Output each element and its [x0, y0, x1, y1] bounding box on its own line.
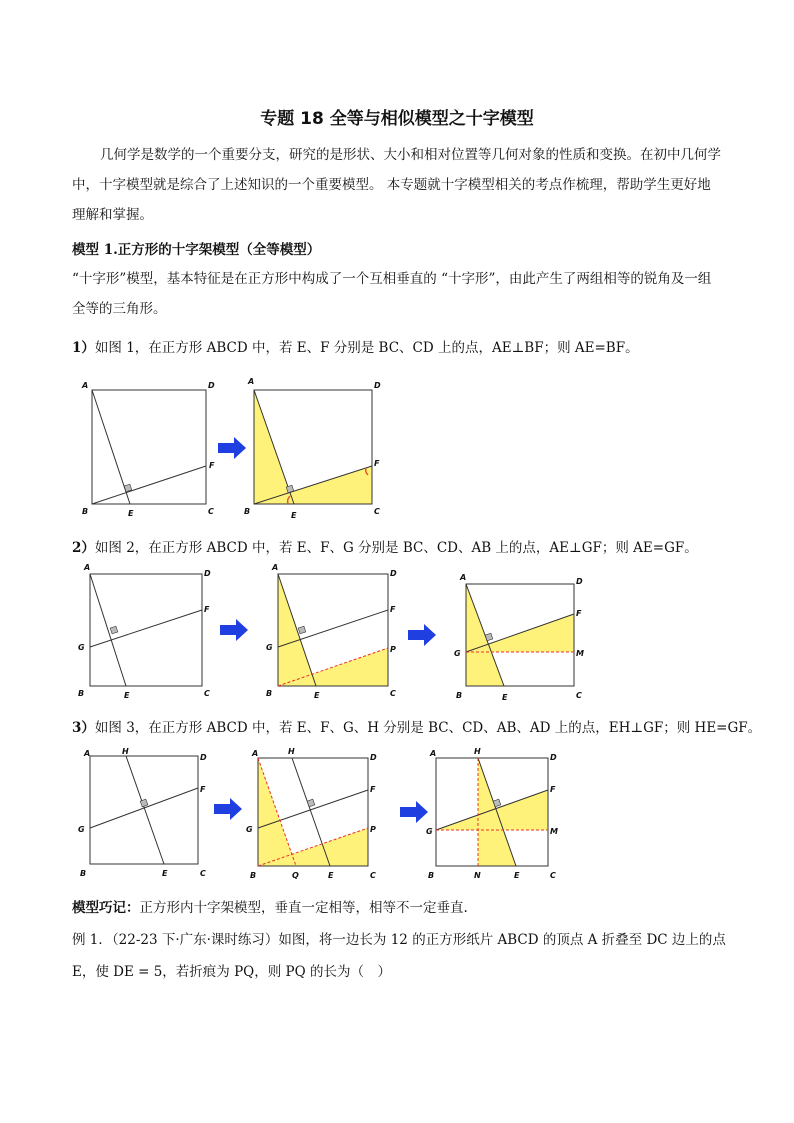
case2-text: 如图 2，在正方形 ABCD 中，若 E、F、G 分别是 BC、CD、AB 上的点，AE⊥GF；则 AE=GF。	[94, 540, 698, 556]
label-C: C	[208, 507, 214, 516]
label-E: E	[291, 511, 297, 520]
arrow-icon	[220, 619, 248, 641]
case2-statement	[72, 536, 732, 556]
intro-paragraph: 几何学是数学的一个重要分支，研究的是形状、大小和相对位置等几何对象的性质和变换。在初中几何学中，十字模型就是综合了上述知识的一个重要模型。 本专题就十字模型相关的考点作梳理，帮助学生更好地理解和掌握。	[72, 147, 721, 223]
label-M: M	[576, 649, 584, 658]
case2-number: 2）	[72, 540, 95, 556]
label-F: F	[390, 605, 396, 614]
fig1-shaded-square	[244, 377, 381, 520]
label-E: E	[162, 869, 168, 878]
label-C: C	[374, 507, 380, 516]
label-D: D	[204, 569, 211, 578]
figure-1	[78, 376, 398, 522]
label-A: A	[84, 749, 91, 758]
case1-number: 1）	[72, 340, 95, 356]
model1-heading: 模型 1.正方形的十字架模型（全等模型）	[72, 242, 321, 258]
label-H: H	[288, 747, 295, 756]
label-F: F	[200, 785, 206, 794]
label-G: G	[454, 649, 461, 658]
label-A: A	[82, 381, 89, 390]
label-N: N	[474, 871, 481, 880]
label-C: C	[576, 691, 582, 700]
label-C: C	[200, 869, 206, 878]
example1-line2: E，使 DE = 5，若折痕为 PQ，则 PQ 的长为（ ）	[72, 964, 391, 980]
page-title: 专题 18 全等与相似模型之十字模型	[260, 109, 534, 129]
label-B: B	[250, 871, 257, 880]
label-E: E	[328, 871, 334, 880]
label-A: A	[252, 749, 259, 758]
fig3-plain-square	[78, 747, 207, 878]
label-B: B	[80, 869, 87, 878]
label-H: H	[122, 747, 129, 756]
example1-question-start: （22-23 下·广东·课时练习）如图，将一边长为 12 的正方形纸片 ABCD 的顶点 A 折叠至 DC 边上的点	[111, 932, 726, 948]
figure-2	[78, 562, 618, 708]
label-F: F	[209, 461, 215, 470]
label-G: G	[246, 825, 253, 834]
label-E: E	[124, 691, 130, 700]
label-E: E	[314, 691, 320, 700]
tip-label: 模型巧记：	[72, 900, 140, 916]
label-A: A	[272, 563, 279, 572]
label-D: D	[374, 381, 381, 390]
label-H: H	[474, 747, 481, 756]
fig1-plain-square	[81, 381, 215, 518]
label-C: C	[390, 689, 396, 698]
example1-line1	[72, 928, 732, 948]
example1-label: 例 1．	[72, 932, 112, 948]
arrow-icon	[214, 798, 242, 820]
label-C: C	[204, 689, 210, 698]
fig3-shaded-square	[246, 747, 377, 880]
case3-text: 如图 3，在正方形 ABCD 中，若 E、F、G、H 分别是 BC、CD、AB、AD 上的点，EH⊥GF；则 HE=GF。	[94, 720, 762, 736]
arrow-icon	[408, 624, 436, 646]
label-A: A	[430, 749, 437, 758]
label-A: A	[84, 563, 91, 572]
label-F: F	[204, 605, 210, 614]
label-E: E	[502, 693, 508, 702]
model-tip	[72, 896, 732, 916]
label-E: E	[514, 871, 520, 880]
case1-statement	[72, 336, 732, 356]
label-B: B	[456, 691, 463, 700]
label-D: D	[200, 753, 207, 762]
label-A: A	[248, 377, 255, 386]
arrow-icon	[400, 801, 428, 823]
label-D: D	[208, 381, 215, 390]
label-A: A	[460, 573, 467, 582]
label-Q: Q	[292, 871, 299, 880]
label-F: F	[576, 609, 582, 618]
label-F: F	[370, 785, 376, 794]
label-G: G	[426, 827, 433, 836]
label-P: P	[390, 645, 396, 654]
fig3-translated-square	[426, 747, 558, 880]
figure-3	[78, 744, 638, 884]
label-D: D	[390, 569, 397, 578]
label-B: B	[78, 689, 85, 698]
label-E: E	[128, 509, 134, 518]
label-F: F	[550, 785, 556, 794]
case3-statement	[72, 716, 762, 736]
label-G: G	[78, 643, 85, 652]
tip-text: 正方形内十字架模型，垂直一定相等，相等不一定垂直.	[139, 900, 468, 916]
arrow-icon	[218, 437, 246, 459]
label-C: C	[370, 871, 376, 880]
label-B: B	[244, 507, 251, 516]
fig2-translated-square	[454, 573, 584, 702]
fig2-plain-square	[78, 563, 211, 700]
fig2-shaded-square	[266, 563, 397, 700]
label-B: B	[82, 507, 89, 516]
label-D: D	[576, 577, 583, 586]
label-G: G	[266, 643, 273, 652]
case1-text: 如图 1，在正方形 ABCD 中，若 E、F 分别是 BC、CD 上的点，AE⊥BF；则 AE=BF。	[94, 340, 639, 356]
label-M: M	[550, 827, 558, 836]
label-D: D	[370, 753, 377, 762]
label-D: D	[550, 753, 557, 762]
case3-number: 3）	[72, 720, 95, 736]
label-C: C	[550, 871, 556, 880]
label-G: G	[78, 825, 85, 834]
label-F: F	[374, 459, 380, 468]
label-B: B	[266, 689, 273, 698]
label-B: B	[428, 871, 435, 880]
label-P: P	[370, 825, 376, 834]
model1-description: “十字形”模型，基本特征是在正方形中构成了一个互相垂直的 “十字形”，由此产生了两组相等的锐角及一组全等的三角形。	[72, 271, 712, 317]
